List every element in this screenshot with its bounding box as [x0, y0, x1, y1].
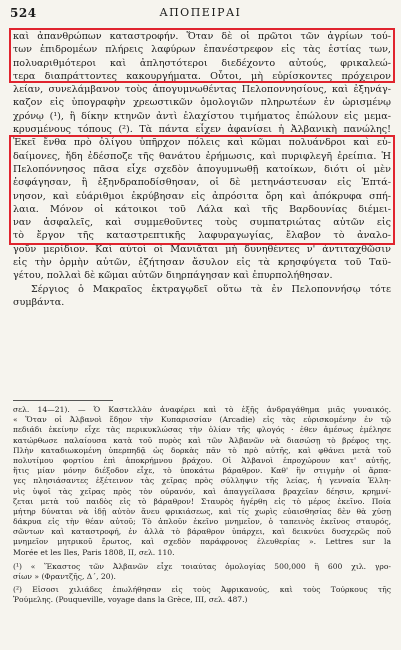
- highlight-box-1: [9, 28, 395, 83]
- footnote-line: (²) Εἰσοσι χιλιάδες ἐπωλήθησαν εἰς τοὺς Ἀφρικανούς, καὶ τοὺς Τούρκους τῆς: [13, 585, 391, 595]
- footnote-line: ἥτις μίαν μόνην διέξοδον εἶχε, τὸ ὑποκάτω βάραθρον. Καθ' ἣν στιγμὴν οἱ ἅρπα-: [13, 466, 391, 476]
- text-line: καὶ ἀπανθρώπων καταστροφήν. Ὅταν δὲ οἱ πρῶτοι τῶν ἀγρίων τού-: [13, 31, 391, 42]
- text-line: Σέργιος ὁ Μακραῖος ἐκτραγῳδεῖ οὕτω τὰ ἐν Πελοποννήσῳ τότε: [31, 283, 391, 295]
- footnote-line: « Ὅταν οἱ Ἀλβανοὶ ἔδῃον τὴν Κυπαρισσίαν (Arcadie) εἰς τὰς εὑρισκομένην ἐν τῷ: [13, 415, 391, 425]
- text-line: Πελοπόννησος πᾶσα εἶχε σχεδὸν ἀπογυμνωθῇ κατοίκων, διότι οἱ μὲν: [13, 163, 391, 175]
- footnote-line: σελ. 14—21). — Ὁ Καστελλὰν ἀναφέρει καὶ τὸ ἑξῆς ἀνδραγάθημα μιᾶς γυναικός.: [13, 405, 391, 414]
- footnote-line: Ῥούμελης. (Pouqueville, voyage dans la Grèce, III, σελ. 487.): [13, 595, 248, 605]
- footnote-line: κατώρθωσε παλαίουσα κατὰ τοῦ πυρὸς καὶ τῶν Ἀλβανῶν νὰ διασώσῃ τὸ βρέφος της.: [13, 435, 391, 445]
- text-line: των ἐπιδρομέων πλήρεις λαφύρων ἐπανέστρεφον εἰς τὰς ἑστίας των,: [13, 44, 391, 56]
- footnote-line: Morée et les Iles, Paris 1808, II, σελ. 110.: [13, 547, 175, 557]
- footnote-rule: [13, 400, 113, 401]
- footnote-line: νὶς ὑψοῖ τὰς χεῖρας πρὸς τὸν οὐρανόν, καὶ ἀπαγγείλασα βραχεῖαν δέησιν, κρημνί-: [13, 486, 391, 496]
- text-line: ἐσφάγησαν, ἢ ἐξηνδραποδίσθησαν, οἱ δὲ μετηνάστευσαν εἰς Ἑπτά-: [13, 177, 391, 189]
- footnote-line: πεδιάδι ἐκείνην εἶχε τὰς περικυκλώσας τὴν ὁλίαν τῆς φλογός · ἐθεν ἀμέσως ἐμέλησε: [13, 425, 391, 435]
- running-title: ΑΠΟΠΕΙΡΑΙ: [159, 6, 242, 19]
- footnote-line: (¹) « Ἕκαστος τῶν Ἀλβανῶν εἶχε τοιαύτας ὁμολογίας 500,000 ἢ 600 χιλ. γρο-: [13, 561, 391, 571]
- text-line: εἰς τὴν ὁρμὴν αὐτῶν, ἐζήτησαν ἄσυλον εἰς τὰ κρησφύγετα τοῦ Ταϋ-: [13, 257, 391, 269]
- footnote-line: δάκρυα εἰς τὴν θέαν αὐτοῦ; Τὸ ἁπλοῦν ἐκεῖνο μνημεῖον, ὁ ταπεινὸς ἐκεῖνος σταυρός,: [13, 517, 391, 527]
- page-header: [10, 6, 391, 22]
- text-line: πολυαριθμότεροι καὶ ἀπληστότεροι διεδέχοντο αὐτούς, φρικαλεώ-: [13, 57, 391, 69]
- footnote-line: μήτηρ δύναται νὰ ἰδῇ αὐτὸν ἄνευ φρικιάσεως, καὶ τίς χωρὶς εὐαισθησίας δὲν θὰ χύσῃ: [13, 506, 391, 516]
- text-line: Ἐκεῖ ἔνθα πρὸ ὀλίγου ὑπῆρχον πόλεις καὶ κῶμαι πολυάνδροι καὶ εὐ-: [13, 137, 391, 149]
- text-line: λαια. Μόνον οἱ κάτοικοι τοῦ Λάλα καὶ τῆς Βαρδουνίας διέμει-: [13, 203, 391, 215]
- text-line: συμβάντα.: [13, 296, 65, 308]
- text-line: ναν ἀσφαλεῖς, καὶ συμμεθοῦντες τοὺς συμπατριώτας αὐτῶν εἰς: [13, 217, 391, 229]
- text-line: κρυσμένους τόπους (²). Τὰ πάντα εἶχεν ἀφανίσει ἡ Ἀλβανικὴ πανώλης!: [13, 124, 391, 136]
- footnote-line: Πλὴν καταδιωκομένη ὑπερπηδᾷ ὡς δορκὰς πᾶν τὸ πρὸ αὐτῆς, καὶ φθάνει μετὰ τοῦ: [13, 445, 391, 455]
- footnote-line: σῶντων καὶ καταστροφή, ἐν ἀλλὰ τὸ βάραθρον ὑπάρχει, καὶ δεικνύει δυσχερῶς ποῦ: [13, 527, 391, 537]
- text-line: τὸ ἔργον τῆς καταστρεπτικῆς λαφυραγωγίας, ἔλαβον τὸ ἀναλο-: [13, 230, 391, 242]
- text-line: χρόνῳ (¹), ἢ δίκην κτηνῶν ἀντὶ ἐλαχίστου τιμήματος ἐπώλουν εἰς μεμα-: [13, 110, 391, 122]
- footnote-line: σίων » (Φραντζῆς, Δ΄, 20).: [13, 572, 116, 581]
- text-line: λείαν, συνελάμβανον τοὺς ἀπογυμνωθέντας Πελοποννησίους, καὶ ἐξηνάγ-: [13, 84, 391, 96]
- footnote-line: ζεται μετὰ τοῦ παιδὸς εἰς τὸ βάραθρον! Σταυρὸς ἠγέρθη εἰς τὸ μέρος ἐκεῖνο. Ποία: [13, 496, 391, 506]
- text-line: τερα διαπράττοντες κακουργήματα. Οὗτοι, μὴ εὑρίσκοντες πρόχειρον: [13, 70, 391, 82]
- page-number: 524: [10, 6, 37, 20]
- footnote-line: γες πλησιάσαντες ἐξέτεινον τὰς χεῖρας πρὸς σύλληψιν τῆς λείας, ἡ γενναία Ἑλλη-: [13, 476, 391, 486]
- text-line: καζον εἰς ὑπογραφὴν χρεωστικῶν ὁμολογιῶν πληρωτέων ἐν ὡρισμένῳ: [13, 97, 391, 109]
- footnote-line: πολυτίμου φορτίου ἐπὶ ἀποκρήμνου βράχου. Οἱ Ἀλβανοὶ ἐπροχώρουν κατ' αὐτῆς,: [13, 455, 391, 465]
- footnotes: [13, 405, 391, 606]
- text-line: δαίμονες, ἤδη ἐδέσποζε τῆς θανάτου ἐρήμωσις, καὶ πυριφλεγῆ ἐρείπια. Ἡ: [13, 150, 391, 162]
- highlight-box-2: [9, 135, 395, 245]
- text-line: γέτου, πολλαὶ δὲ κῶμαι αὐτῶν διηρπάγησαν καὶ ἐπυρπολήθησαν.: [13, 270, 333, 282]
- footnote-line: μνημεῖον μητρικοῦ ἔρωτος, καὶ σχεδὸν παράφρονος ἐλευθερίας ». Lettres sur la: [13, 537, 391, 547]
- text-line: νησον, καὶ εὐάριθμοι ἐκρύβησαν εἰς ἀπρόσιτα ὄρη καὶ ἀπόκρυφα σπή-: [13, 190, 391, 202]
- text-line: γοῦν μερίδιον. Καὶ αὐτοὶ οἱ Μανιᾶται μὴ δυνηθέντες ν' ἀντιταχθῶσιν: [13, 243, 391, 255]
